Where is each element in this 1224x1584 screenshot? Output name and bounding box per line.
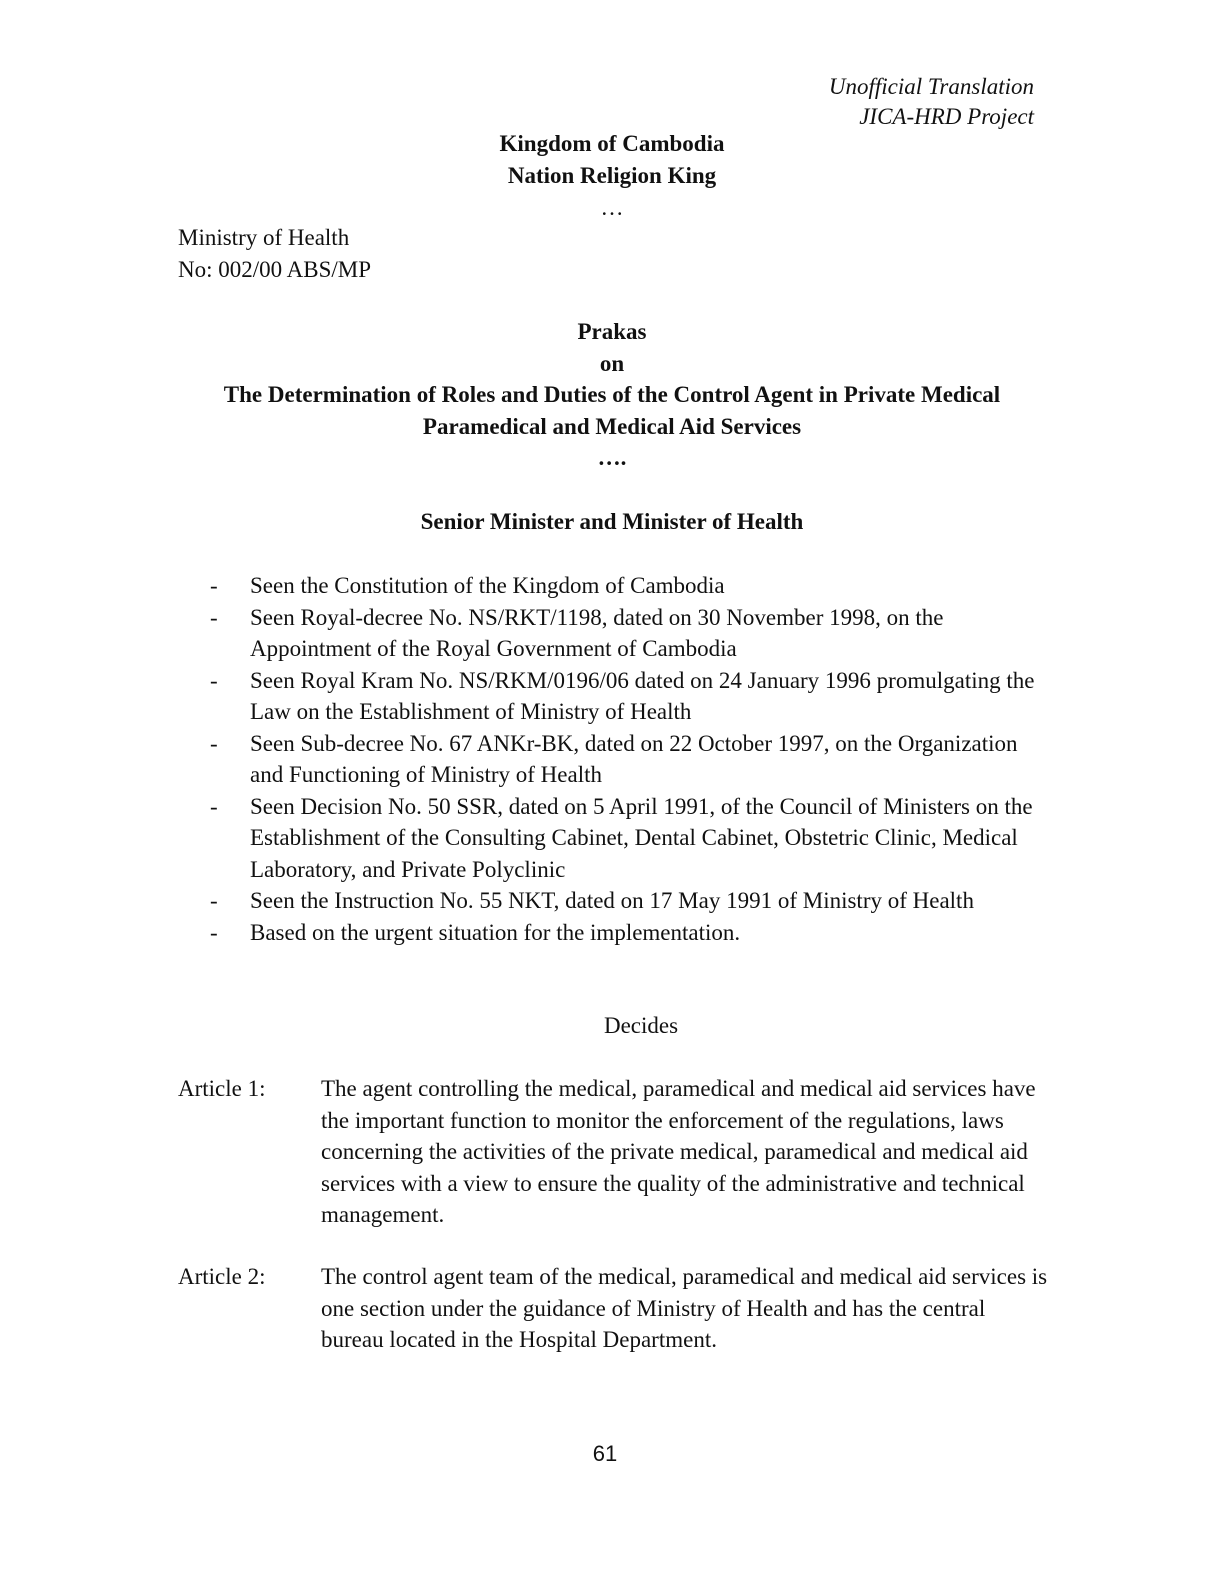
article-1 [178,1073,1048,1231]
authority-heading: Senior Minister and Minister of Health [420,509,804,534]
bullet-dash: - [210,667,218,693]
title-line-1: The Determination of Roles and Duties of the Control Agent in Private Medical [223,382,1001,407]
translation-header [829,72,1034,132]
header-separator: … [600,195,624,220]
bullet-dash: - [210,604,218,630]
bullet-text: Seen the Instruction No. 55 NKT, dated on 17 May 1991 of Ministry of Health [250,888,974,913]
issuer-block [178,222,371,286]
preamble-list [210,570,1050,948]
bullet-dash: - [210,919,218,945]
national-motto: Nation Religion King [507,163,717,188]
article-label: Article 2: [178,1264,266,1289]
bullet-text: Seen the Constitution of the Kingdom of Cambodia [250,573,725,598]
bullet-text: Based on the urgent situation for the implementation. [250,919,741,945]
list-item [210,602,1050,665]
title-line-2: Paramedical and Medical Aid Services [422,413,802,439]
list-item [210,917,1050,949]
ministry-name: Ministry of Health [178,225,350,250]
decides-heading: Decides [603,1013,679,1038]
translation-note: Unofficial Translation [828,74,1034,99]
list-item [210,885,1050,917]
page-number: 61 [592,1441,618,1466]
document-title [0,316,1224,474]
article-label: Article 1: [178,1076,266,1101]
project-name: JICA-HRD Project [859,104,1034,129]
title-on: on [599,350,625,376]
list-item [210,665,1050,728]
kingdom-name: Kingdom of Cambodia [499,131,725,156]
title-type: Prakas [577,319,647,344]
bullet-text: Seen Decision No. 50 SSR, dated on 5 April 1991, of the Council of Ministers on the Establishment of the Consulting Cabinet, Dental Cabinet, Obstetric Clinic, Medical Laboratory, and Private Polyclinic [250,793,1033,882]
article-text: The agent controlling the medical, paramedical and medical aid services have the important function to monitor the enforcement of the regulations, laws concerning the activities of the private medical, paramedical and medical aid services with a view to ensure the quality of the administrative and technical management. [321,1076,1036,1227]
bullet-text: Seen Royal-decree No. NS/RKT/1198, dated on 30 November 1998, on the Appointment of the Royal Government of Cambodia [250,604,944,661]
article-text: The control agent team of the medical, paramedical and medical aid services is one section under the guidance of Ministry of Health and has the central bureau located in the Hospital Department. [321,1264,1048,1352]
list-item [210,791,1050,886]
kingdom-header [0,128,1224,224]
bullet-dash: - [210,888,218,913]
bullet-text: Seen Royal Kram No. NS/RKM/0196/06 dated on 24 January 1996 promulgating the Law on the Establishment of Ministry of Health [250,667,1035,724]
list-item [210,728,1050,791]
list-item [210,570,1050,602]
bullet-dash: - [210,573,218,598]
bullet-dash: - [210,730,218,756]
bullet-text: Seen Sub-decree No. 67 ANKr-BK, dated on 22 October 1997, on the Organization and Functioning of Ministry of Health [250,730,1018,787]
article-2 [178,1261,1048,1356]
document-number: No: 002/00 ABS/MP [178,257,371,282]
bullet-dash: - [210,793,218,819]
title-separator: …. [597,445,627,470]
